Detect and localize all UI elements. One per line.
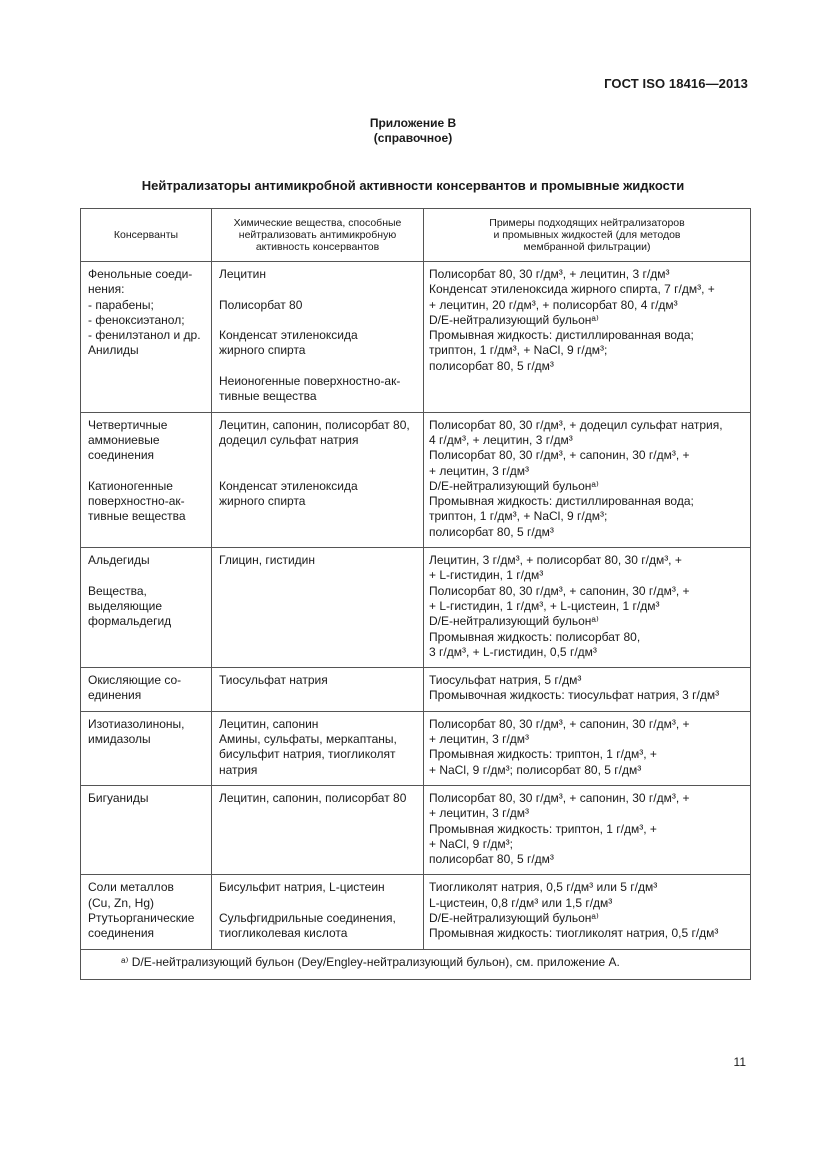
cell-text-line: Лецитин, сапонин, полисорбат 80, bbox=[219, 417, 410, 432]
appendix-heading bbox=[0, 116, 826, 146]
cell-text-line: Тиогликолят натрия, 0,5 г/дм³ или 5 г/дм³ bbox=[429, 880, 658, 895]
table-row bbox=[81, 412, 751, 547]
cell-text-line: поверхностно-ак- bbox=[88, 494, 185, 509]
cell-text-line: Альдегиды bbox=[88, 553, 150, 568]
cell-text-line: Бигуаниды bbox=[88, 790, 149, 805]
cell-text-block bbox=[219, 374, 419, 405]
cell-text-block bbox=[219, 298, 419, 313]
cell-text-block bbox=[88, 418, 207, 464]
cell-text-line: триптон, 1 г/дм³, + NaCl, 9 г/дм³; bbox=[429, 509, 608, 524]
cell-text-line: нения: bbox=[88, 282, 125, 297]
table-cell-col2 bbox=[212, 412, 424, 547]
cell-text-line: Промывная жидкость: триптон, 1 г/дм³, + bbox=[429, 747, 657, 762]
cell-text-line: D/E-нейтрализующий бульонᵃ⁾ bbox=[429, 312, 599, 327]
table-cell-col1 bbox=[81, 785, 212, 874]
cell-text-line: 3 г/дм³, + L-гистидин, 0,5 г/дм³ bbox=[429, 644, 597, 659]
cell-text-line: тивные вещества bbox=[219, 389, 317, 404]
cell-text-line: Полисорбат 80, 30 г/дм³, + додецил сульфат натрия, bbox=[429, 417, 723, 432]
cell-text-block bbox=[429, 717, 748, 778]
cell-text-line: (Cu, Zn, Hg) bbox=[88, 895, 155, 910]
cell-text-line: Окисляющие со- bbox=[88, 673, 182, 688]
cell-text-block bbox=[219, 267, 419, 282]
cell-text-line: + NaCl, 9 г/дм³; bbox=[429, 836, 513, 851]
table-header-row bbox=[81, 209, 751, 262]
neutralizers-table bbox=[80, 208, 751, 980]
cell-text-block bbox=[88, 267, 207, 359]
cell-text-line: триптон, 1 г/дм³, + NaCl, 9 г/дм³; bbox=[429, 343, 608, 358]
cell-text-line: Полисорбат 80, 30 г/дм³, + лецитин, 3 г/дм³ bbox=[429, 267, 670, 281]
cell-text-line: Лецитин bbox=[219, 267, 266, 281]
table-row bbox=[81, 668, 751, 712]
cell-text-line: Полисорбат 80, 30 г/дм³, + сапонин, 30 г/дм³, + bbox=[429, 790, 690, 805]
cell-text-line: + NaCl, 9 г/дм³; полисорбат 80, 5 г/дм³ bbox=[429, 762, 642, 777]
cell-text-block bbox=[219, 464, 419, 510]
cell-text-line: Амины, сульфаты, меркаптаны, bbox=[219, 732, 397, 747]
cell-text-line: + лецитин, 3 г/дм³ bbox=[429, 806, 530, 821]
column-header-1 bbox=[81, 209, 212, 262]
cell-text-line: Глицин, гистидин bbox=[219, 553, 316, 568]
table-cell-col3 bbox=[424, 875, 751, 949]
cell-text-line: Конденсат этиленоксида bbox=[219, 478, 358, 493]
cell-text-block bbox=[88, 880, 207, 941]
table-cell-col1 bbox=[81, 668, 212, 712]
table-row bbox=[81, 548, 751, 668]
cell-text-block bbox=[219, 911, 419, 942]
cell-text-line: полисорбат 80, 5 г/дм³ bbox=[429, 358, 554, 373]
cell-text-line: тиогликолевая кислота bbox=[219, 926, 348, 941]
cell-text-block bbox=[88, 584, 207, 630]
table-cell-col2 bbox=[212, 262, 424, 413]
column-header-line: Примеры подходящих нейтрализаторов bbox=[489, 216, 685, 229]
cell-text-line: Изотиазолиноны, bbox=[88, 716, 185, 731]
cell-text-line: + лецитин, 20 г/дм³, + полисорбат 80, 4 г/дм³ bbox=[429, 297, 678, 312]
cell-text-block bbox=[219, 673, 419, 688]
appendix-title: Приложение В bbox=[369, 116, 457, 130]
cell-text-line: Промывная жидкость: тиогликолят натрия, 0,5 г/дм³ bbox=[429, 926, 719, 941]
cell-text-block bbox=[219, 328, 419, 359]
cell-text-line: натрия bbox=[219, 762, 258, 777]
cell-text-line: жирного спирта bbox=[219, 494, 306, 509]
table-cell-col3 bbox=[424, 262, 751, 413]
cell-text-line: - феноксиэтанол; bbox=[88, 312, 185, 327]
cell-text-line: Фенольные соеди- bbox=[88, 267, 193, 281]
column-header-line: активность консервантов bbox=[255, 241, 380, 254]
cell-text-line: Лецитин, сапонин, полисорбат 80 bbox=[219, 790, 407, 805]
cell-text-line: D/E-нейтрализующий бульонᵃ⁾ bbox=[429, 614, 599, 629]
column-header-2 bbox=[212, 209, 424, 262]
cell-text-line: D/E-нейтрализующий бульонᵃ⁾ bbox=[429, 478, 599, 493]
table-cell-col3 bbox=[424, 548, 751, 668]
table-body bbox=[81, 262, 751, 950]
table-cell-col1 bbox=[81, 262, 212, 413]
table-cell-col2 bbox=[212, 875, 424, 949]
cell-text-block bbox=[429, 418, 748, 540]
cell-text-block bbox=[219, 717, 419, 778]
table-cell-col2 bbox=[212, 711, 424, 785]
cell-text-line: тивные вещества bbox=[88, 509, 186, 524]
cell-text-line: выделяющие bbox=[88, 598, 163, 613]
cell-text-line: - парабены; bbox=[88, 297, 154, 312]
cell-text-line: соединения bbox=[88, 448, 155, 463]
column-header-line: мембранной фильтрации) bbox=[523, 241, 651, 254]
table-cell-col3 bbox=[424, 412, 751, 547]
cell-text-line: + L-гистидин, 1 г/дм³ bbox=[429, 568, 544, 583]
cell-text-block bbox=[219, 791, 419, 806]
column-header-line: и промывных жидкостей (для методов bbox=[493, 228, 681, 241]
table-cell-col1 bbox=[81, 548, 212, 668]
cell-text-line: додецил сульфат натрия bbox=[219, 432, 359, 447]
cell-text-line: Неионогенные поверхностно-ак- bbox=[219, 374, 401, 389]
table-row bbox=[81, 711, 751, 785]
table-footnote: ᵃ⁾ D/E-нейтрализующий бульон (Dey/Engley-нейтрализующий бульон), см. приложение А. bbox=[81, 949, 751, 979]
table-cell-col3 bbox=[424, 711, 751, 785]
appendix-subtitle: (справочное) bbox=[373, 131, 453, 145]
cell-text-line: Тиосульфат натрия, 5 г/дм³ bbox=[429, 673, 582, 688]
table-cell-col1 bbox=[81, 875, 212, 949]
cell-text-block bbox=[88, 479, 207, 525]
cell-text-line: D/E-нейтрализующий бульонᵃ⁾ bbox=[429, 910, 599, 925]
cell-text-line: Катионогенные bbox=[88, 478, 173, 493]
cell-text-line: Соли металлов bbox=[88, 880, 174, 895]
table-footnote-row bbox=[81, 949, 751, 979]
table-cell-col2 bbox=[212, 548, 424, 668]
cell-text-block bbox=[429, 553, 748, 660]
cell-text-line: Ртутьорганические bbox=[88, 910, 195, 925]
cell-text-block bbox=[88, 553, 207, 568]
cell-text-line: Промывная жидкость: дистиллированная вода; bbox=[429, 328, 694, 343]
cell-text-line: Полисорбат 80, 30 г/дм³, + сапонин, 30 г/дм³, + bbox=[429, 716, 690, 731]
cell-text-block bbox=[88, 791, 207, 806]
cell-text-line: бисульфит натрия, тиогликолят bbox=[219, 747, 396, 762]
cell-text-line: + лецитин, 3 г/дм³ bbox=[429, 463, 530, 478]
cell-text-line: Бисульфит натрия, L-цистеин bbox=[219, 880, 385, 895]
cell-text-line: полисорбат 80, 5 г/дм³ bbox=[429, 524, 554, 539]
cell-text-line: жирного спирта bbox=[219, 343, 306, 358]
table-cell-col2 bbox=[212, 668, 424, 712]
column-header-line: нейтрализовать антимикробную bbox=[238, 228, 397, 241]
cell-text-block bbox=[429, 791, 748, 867]
cell-text-line: Тиосульфат натрия bbox=[219, 673, 328, 688]
cell-text-line: L-цистеин, 0,8 г/дм³ или 1,5 г/дм³ bbox=[429, 895, 613, 910]
cell-text-line: Вещества, bbox=[88, 583, 147, 598]
cell-text-block bbox=[429, 673, 748, 704]
cell-text-block bbox=[219, 880, 419, 895]
cell-text-line: Сульфгидрильные соединения, bbox=[219, 910, 396, 925]
table-cell-col3 bbox=[424, 668, 751, 712]
cell-text-line: Конденсат этиленоксида bbox=[219, 328, 358, 343]
cell-text-line: Промывная жидкость: триптон, 1 г/дм³, + bbox=[429, 821, 657, 836]
cell-text-line: Промывная жидкость: дистиллированная вода; bbox=[429, 494, 694, 509]
table-cell-col1 bbox=[81, 412, 212, 547]
cell-text-line: полисорбат 80, 5 г/дм³ bbox=[429, 852, 554, 867]
cell-text-line: Лецитин, сапонин bbox=[219, 716, 319, 731]
cell-text-line: Четвертичные bbox=[88, 417, 168, 432]
cell-text-line bbox=[219, 464, 419, 479]
cell-text-line: - фенилэтанол и др. bbox=[88, 328, 201, 343]
cell-text-line: Промывная жидкость: полисорбат 80, bbox=[429, 629, 641, 644]
table-row bbox=[81, 785, 751, 874]
table-row bbox=[81, 262, 751, 413]
cell-text-line: имидазолы bbox=[88, 732, 151, 747]
column-header-3 bbox=[424, 209, 751, 262]
table-cell-col2 bbox=[212, 785, 424, 874]
cell-text-block bbox=[88, 673, 207, 704]
table-cell-col3 bbox=[424, 785, 751, 874]
cell-text-block bbox=[429, 267, 748, 374]
column-header-line: Консерванты bbox=[113, 228, 179, 241]
cell-text-line: Полисорбат 80 bbox=[219, 297, 303, 312]
column-header-line: Химические вещества, способные bbox=[233, 216, 402, 229]
cell-text-block bbox=[88, 717, 207, 748]
table-row bbox=[81, 875, 751, 949]
cell-text-line: 4 г/дм³, + лецитин, 3 г/дм³ bbox=[429, 432, 573, 447]
cell-text-line: соединения bbox=[88, 926, 155, 941]
cell-text-line: + лецитин, 3 г/дм³ bbox=[429, 732, 530, 747]
cell-text-line: Полисорбат 80, 30 г/дм³, + сапонин, 30 г/дм³, + bbox=[429, 583, 690, 598]
document-title: Нейтрализаторы антимикробной активности консервантов и промывные жидкости bbox=[141, 178, 685, 193]
cell-text-line: аммониевые bbox=[88, 432, 160, 447]
page-number: 11 bbox=[733, 1055, 746, 1069]
cell-text-line: Промывочная жидкость: тиосульфат натрия, 3 г/дм³ bbox=[429, 688, 720, 703]
cell-text-line: единения bbox=[88, 688, 142, 703]
cell-text-block bbox=[219, 553, 419, 568]
cell-text-line: Полисорбат 80, 30 г/дм³, + сапонин, 30 г/дм³, + bbox=[429, 448, 690, 463]
cell-text-line: Лецитин, 3 г/дм³, + полисорбат 80, 30 г/дм³, + bbox=[429, 553, 682, 568]
table-cell-col1 bbox=[81, 711, 212, 785]
cell-text-line: формальдегид bbox=[88, 614, 172, 629]
cell-text-block bbox=[429, 880, 748, 941]
cell-text-block bbox=[219, 418, 419, 449]
standard-code: ГОСТ ISO 18416—2013 bbox=[604, 76, 748, 91]
cell-text-line: + L-гистидин, 1 г/дм³, + L-цистеин, 1 г/дм³ bbox=[429, 598, 660, 613]
cell-text-line: Конденсат этиленоксида жирного спирта, 7 г/дм³, + bbox=[429, 282, 715, 297]
cell-text-line: Анилиды bbox=[88, 343, 139, 358]
